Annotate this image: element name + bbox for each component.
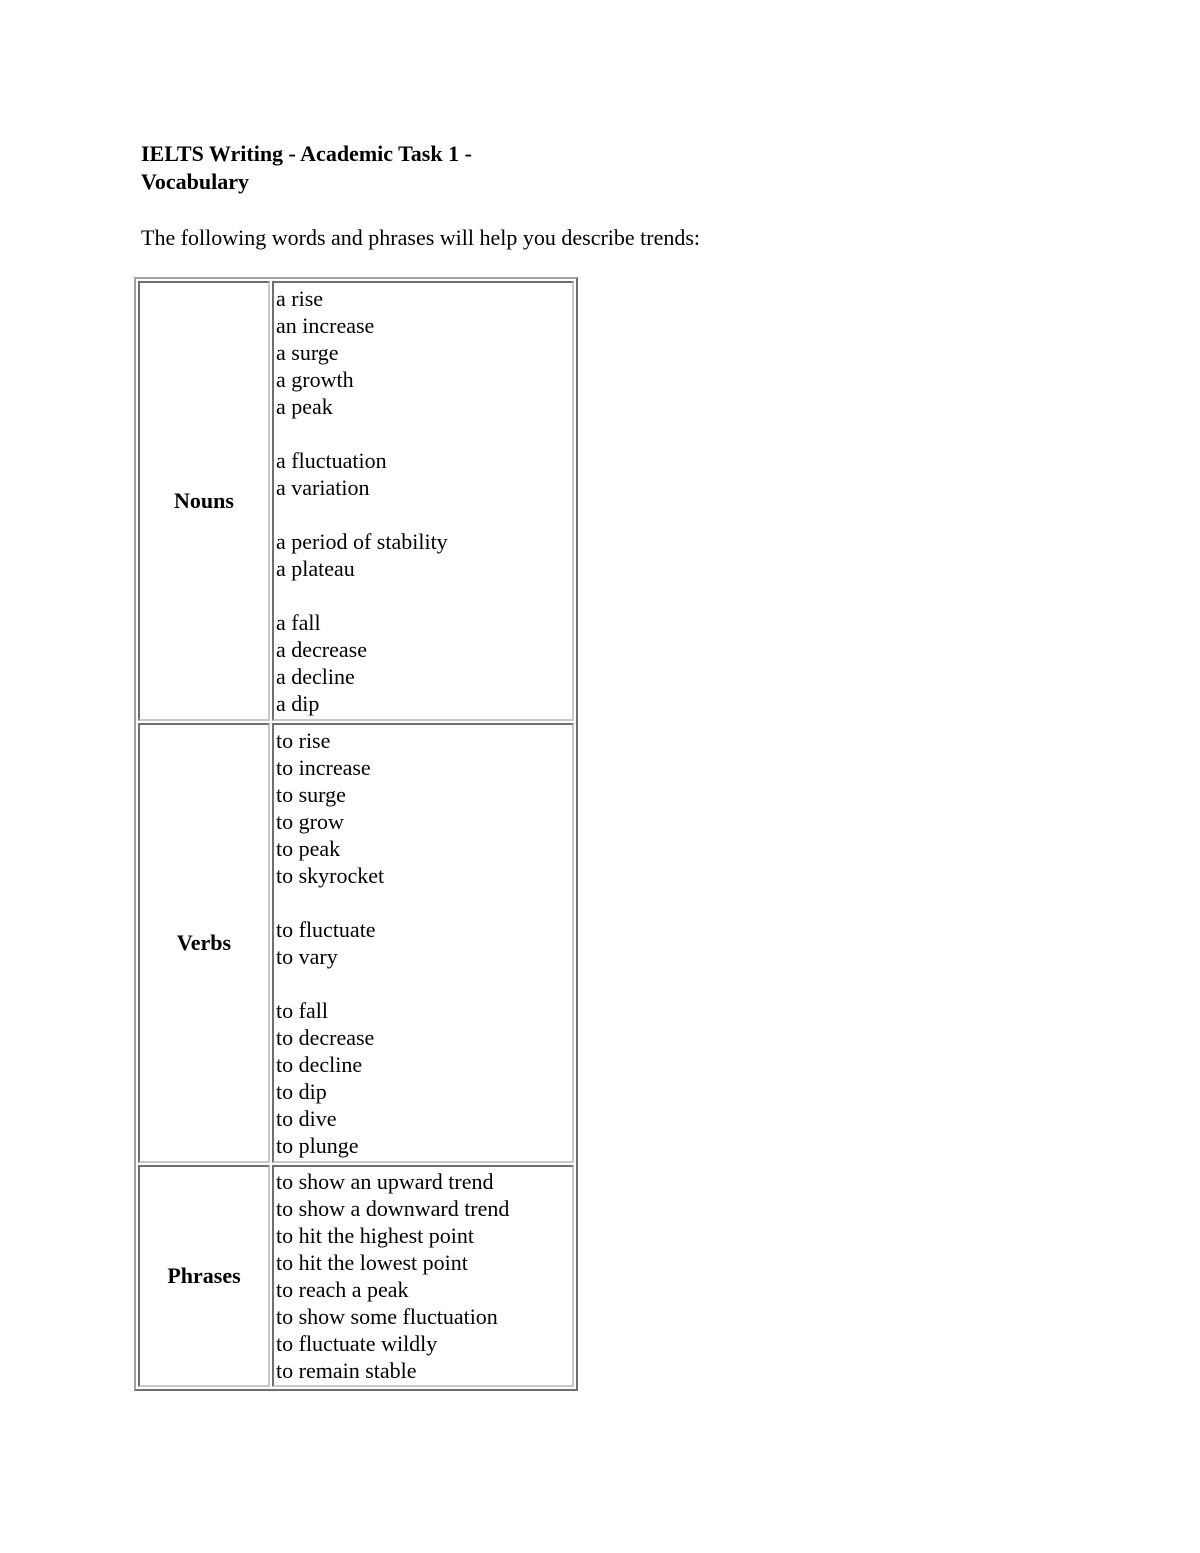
list-item: to rise <box>276 728 331 753</box>
list-item: to increase <box>276 755 371 780</box>
list-item: to show a downward trend <box>276 1196 510 1221</box>
list-item: to surge <box>276 782 346 807</box>
group-spacer <box>276 420 572 447</box>
list-item: to peak <box>276 836 341 861</box>
list-item: to fluctuate wildly <box>276 1331 438 1356</box>
list-item: to decrease <box>276 1025 375 1050</box>
table-row-nouns <box>138 281 574 721</box>
list-item: to hit the lowest point <box>276 1250 468 1275</box>
table-row-verbs <box>138 723 574 1163</box>
list-item: to show an upward trend <box>276 1169 494 1194</box>
list-item: to vary <box>276 944 338 969</box>
list-item: to dive <box>276 1106 337 1131</box>
list-item: to show some fluctuation <box>276 1304 498 1329</box>
list-item: to reach a peak <box>276 1277 409 1302</box>
title-line-2: Vocabulary <box>141 169 249 194</box>
list-item: a period of stability <box>276 529 448 554</box>
list-item: to fluctuate <box>276 917 376 942</box>
list-item: to decline <box>276 1052 363 1077</box>
list-item: to fall <box>276 998 328 1023</box>
vocabulary-table <box>134 277 578 1391</box>
list-item: a surge <box>276 340 339 365</box>
list-item: a peak <box>276 394 333 419</box>
list-item: to plunge <box>276 1133 359 1158</box>
list-item: a rise <box>276 286 324 311</box>
list-item: to remain stable <box>276 1358 417 1383</box>
category-label-verbs: Verbs <box>138 723 270 1163</box>
list-item: an increase <box>276 313 375 338</box>
list-item: a variation <box>276 475 370 500</box>
intro-text: The following words and phrases will help you describe trends: <box>141 225 701 250</box>
list-item: a fall <box>276 610 321 635</box>
word-list-phrases <box>272 1165 574 1387</box>
title-line-1: IELTS Writing - Academic Task 1 - <box>141 141 472 166</box>
group-spacer <box>276 582 572 609</box>
list-item: to skyrocket <box>276 863 385 888</box>
category-label-nouns: Nouns <box>138 281 270 721</box>
list-item: a fluctuation <box>276 448 387 473</box>
group-spacer <box>276 501 572 528</box>
category-label-phrases: Phrases <box>138 1165 270 1387</box>
list-item: a decline <box>276 664 355 689</box>
word-list-verbs <box>272 723 574 1163</box>
group-spacer <box>276 970 572 997</box>
table-row-phrases <box>138 1165 574 1387</box>
list-item: to hit the highest point <box>276 1223 474 1248</box>
list-item: a decrease <box>276 637 367 662</box>
list-item: a plateau <box>276 556 355 581</box>
list-item: to grow <box>276 809 344 834</box>
word-list-nouns <box>272 281 574 721</box>
page-title <box>141 140 561 196</box>
list-item: a dip <box>276 691 320 716</box>
list-item: to dip <box>276 1079 327 1104</box>
group-spacer <box>276 889 572 916</box>
list-item: a growth <box>276 367 354 392</box>
